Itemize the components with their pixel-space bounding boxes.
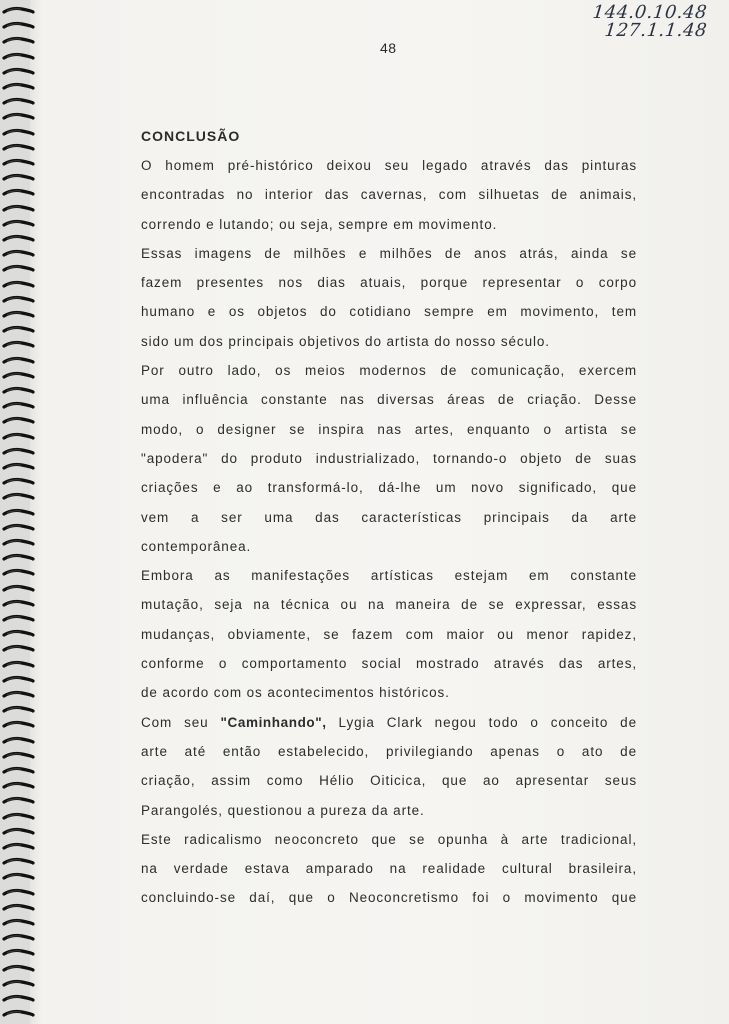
text-line: criações e ao transformá-lo, dá-lhe um novo significado, que — [141, 480, 637, 496]
text-line: correndo e lutando; ou seja, sempre em movimento. — [141, 216, 498, 232]
binding-coil — [2, 705, 36, 714]
binding-coil — [2, 325, 36, 334]
binding-coil — [2, 234, 36, 243]
text-line: O homem pré-histórico deixou seu legado através das pinturas — [141, 158, 637, 173]
binding-coil — [2, 903, 36, 912]
binding-coil — [2, 21, 36, 30]
binding-coil — [2, 67, 36, 76]
text-line: conforme o comportamento social mostrado através das artes, — [141, 656, 637, 672]
section-title: CONCLUSÃO — [141, 128, 241, 144]
binding-coil — [2, 340, 36, 349]
text-line: de acordo com os acontecimentos históricos. — [141, 685, 450, 701]
binding-coil — [2, 477, 36, 486]
text-line: sido um dos principais objetivos do artista do nosso século. — [141, 333, 550, 349]
binding-coil — [2, 97, 36, 106]
binding-coil — [2, 356, 36, 365]
binding-coil — [2, 599, 36, 608]
text-segment: Com seu — [141, 714, 221, 730]
text-line: na verdade estava amparado na realidade cultural brasileira, — [141, 861, 637, 877]
text-line: Parangolés, questionou a pureza da arte. — [141, 802, 425, 818]
binding-coil — [2, 994, 36, 1003]
handwritten-archive-reference — [587, 4, 707, 40]
binding-coil — [2, 188, 36, 197]
spiral-binding — [0, 0, 40, 1024]
binding-coil — [2, 128, 36, 137]
text-line: encontradas no interior das cavernas, com silhuetas de animais, — [141, 187, 637, 203]
binding-coil — [2, 675, 36, 684]
binding-coil — [2, 82, 36, 91]
page-number: 48 — [380, 40, 397, 56]
binding-coil — [2, 796, 36, 805]
text-line: Por outro lado, os meios modernos de comunicação, exercem — [141, 363, 637, 379]
binding-coil — [2, 568, 36, 577]
binding-coil — [2, 736, 36, 745]
binding-coil — [2, 964, 36, 973]
text-line: criação, assim como Hélio Oiticica, que ao apresentar seus — [141, 773, 637, 789]
binding-coil — [2, 584, 36, 593]
text-line: humano e os objetos do cotidiano sempre em movimento, tem — [141, 304, 637, 320]
binding-coil — [2, 933, 36, 942]
text-line — [141, 708, 637, 737]
binding-coil — [2, 842, 36, 851]
binding-coil — [2, 979, 36, 988]
text-line: uma influência constante nas diversas áreas de criação. Desse — [141, 392, 637, 408]
binding-coil — [2, 52, 36, 61]
binding-coil — [2, 523, 36, 532]
text-line: "apodera" do produto industrializado, tornando-o objeto de suas — [141, 450, 637, 466]
binding-coil — [2, 644, 36, 653]
text-line: arte até então estabelecido, privilegiando apenas o ato de — [141, 743, 637, 759]
binding-coil — [2, 158, 36, 167]
binding-coil — [2, 416, 36, 425]
binding-coil — [2, 766, 36, 775]
text-line: concluindo-se daí, que o Neoconcretismo foi o movimento que — [141, 890, 637, 906]
binding-coil — [2, 386, 36, 395]
binding-coil — [2, 264, 36, 273]
binding-coil — [2, 36, 36, 45]
binding-coil — [2, 112, 36, 121]
binding-coil — [2, 872, 36, 881]
text-line: mutação, seja na técnica ou na maneira de se expressar, essas — [141, 597, 637, 613]
binding-coil — [2, 660, 36, 669]
binding-coil — [2, 614, 36, 623]
binding-coil — [2, 173, 36, 182]
archive-reference-line-1: 144.0.10.48 — [591, 2, 709, 23]
binding-coil — [2, 948, 36, 957]
text-line: fazem presentes nos dias atuais, porque representar o corpo — [141, 275, 637, 291]
binding-coil — [2, 508, 36, 517]
artwork-title-caminhando: "Caminhando", — [220, 714, 327, 730]
binding-coil — [2, 280, 36, 289]
text-line: modo, o designer se inspira nas artes, enquanto o artista se — [141, 421, 637, 437]
binding-coil — [2, 492, 36, 501]
binding-coil — [2, 888, 36, 897]
body-text — [141, 151, 637, 913]
binding-coil — [2, 6, 36, 15]
binding-coil — [2, 401, 36, 410]
text-line: Essas imagens de milhões e milhões de anos atrás, ainda se — [141, 245, 637, 261]
binding-coil — [2, 1009, 36, 1018]
text-line: Embora as manifestações artísticas estejam em constante — [141, 568, 637, 584]
binding-coil — [2, 812, 36, 821]
binding-coil — [2, 219, 36, 228]
text-segment: Lygia Clark negou todo o conceito de — [326, 714, 637, 730]
binding-coil — [2, 295, 36, 304]
binding-coil — [2, 918, 36, 927]
binding-coil — [2, 310, 36, 319]
binding-coil — [2, 538, 36, 547]
binding-coil — [2, 690, 36, 699]
binding-coil — [2, 827, 36, 836]
binding-coil — [2, 371, 36, 380]
binding-coil — [2, 720, 36, 729]
binding-coil — [2, 553, 36, 562]
text-line: Este radicalismo neoconcreto que se opunha à arte tradicional, — [141, 831, 637, 847]
text-line: mudanças, obviamente, se fazem com maior ou menor rapidez, — [141, 626, 637, 642]
text-line: contemporânea. — [141, 538, 252, 554]
binding-coil — [2, 204, 36, 213]
text-line: vem a ser uma das características principais da arte — [141, 509, 637, 525]
binding-coil — [2, 751, 36, 760]
binding-coil — [2, 432, 36, 441]
binding-coil — [2, 447, 36, 456]
binding-coil — [2, 857, 36, 866]
binding-coil — [2, 143, 36, 152]
archive-reference-line-2: 127.1.1.48 — [603, 20, 709, 41]
binding-coil — [2, 462, 36, 471]
binding-coil — [2, 249, 36, 258]
binding-coil — [2, 629, 36, 638]
binding-coil — [2, 781, 36, 790]
